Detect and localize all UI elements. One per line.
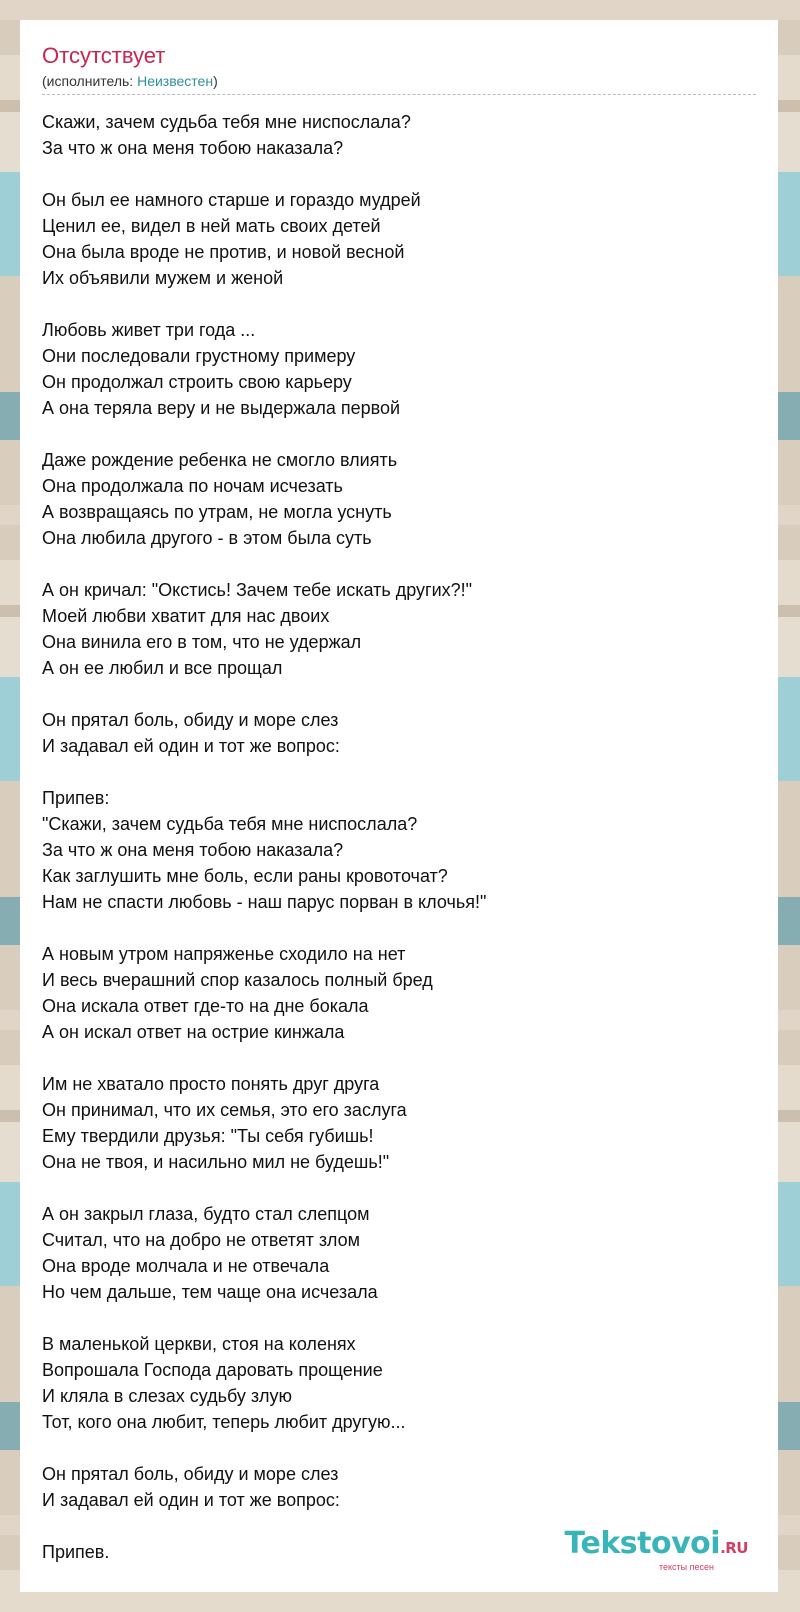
lyric-line: Но чем дальше, тем чаще она исчезала bbox=[42, 1282, 378, 1302]
lyric-line: Припев: bbox=[42, 788, 110, 808]
lyric-line: Он продолжал строить свою карьеру bbox=[42, 372, 352, 392]
lyric-line: И задавал ей один и тот же вопрос: bbox=[42, 736, 340, 756]
lyric-line: А он кричал: "Окстись! Зачем тебе искать других?!" bbox=[42, 580, 473, 600]
lyric-line: А он закрыл глаза, будто стал слепцом bbox=[42, 1204, 370, 1224]
stanza-break bbox=[42, 915, 756, 941]
lyric-line: Их объявили мужем и женой bbox=[42, 268, 284, 288]
lyric-line: Она продолжала по ночам исчезать bbox=[42, 476, 343, 496]
artist-suffix: ) bbox=[213, 73, 218, 89]
lyric-line: Ему твердили друзья: "Ты себя губишь! bbox=[42, 1126, 374, 1146]
lyric-line: Нам не спасти любовь - наш парус порван в клочья!" bbox=[42, 892, 487, 912]
logo-tld: .RU bbox=[720, 1539, 748, 1557]
divider bbox=[42, 94, 756, 95]
lyric-line: Вопрошала Господа даровать прощение bbox=[42, 1360, 383, 1380]
lyric-line: А возвращаясь по утрам, не могла уснуть bbox=[42, 502, 392, 522]
lyric-line: За что ж она меня тобою наказала? bbox=[42, 138, 344, 158]
lyric-line: Даже рождение ребенка не смогло влиять bbox=[42, 450, 398, 470]
lyric-line: А он искал ответ на острие кинжала bbox=[42, 1022, 345, 1042]
lyric-line: И кляла в слезах судьбу злую bbox=[42, 1386, 292, 1406]
artist-line bbox=[42, 72, 756, 90]
lyric-line: Припев. bbox=[42, 1542, 110, 1562]
stanza-break bbox=[42, 1045, 756, 1071]
lyric-line: Она вроде молчала и не отвечала bbox=[42, 1256, 330, 1276]
lyric-line: Они последовали грустному примеру bbox=[42, 346, 356, 366]
lyric-line: И задавал ей один и тот же вопрос: bbox=[42, 1490, 340, 1510]
site-logo[interactable] bbox=[565, 1528, 748, 1572]
lyric-line: Она была вроде не против, и новой весной bbox=[42, 242, 405, 262]
logo-name: Tekstovoi bbox=[564, 1526, 721, 1561]
lyrics-text bbox=[42, 109, 756, 1565]
lyric-line: Он принимал, что их семья, это его заслуга bbox=[42, 1100, 407, 1120]
lyric-line: Он был ее намного старше и гораздо мудрей bbox=[42, 190, 421, 210]
stanza-break bbox=[42, 1435, 756, 1461]
stanza-break bbox=[42, 1175, 756, 1201]
lyric-line: Любовь живет три года ... bbox=[42, 320, 256, 340]
lyric-line: Скажи, зачем судьба тебя мне ниспослала? bbox=[42, 112, 411, 132]
lyric-line: Он прятал боль, обиду и море слез bbox=[42, 1464, 339, 1484]
lyric-line: В маленькой церкви, стоя на коленях bbox=[42, 1334, 356, 1354]
lyric-line: Моей любви хватит для нас двоих bbox=[42, 606, 330, 626]
lyric-line: А она теряла веру и не выдержала первой bbox=[42, 398, 401, 418]
lyric-line: И весь вчерашний спор казалось полный бред bbox=[42, 970, 433, 990]
stanza-break bbox=[42, 161, 756, 187]
lyric-line: Тот, кого она любит, теперь любит другую... bbox=[42, 1412, 406, 1432]
stanza-break bbox=[42, 1305, 756, 1331]
lyric-line: Она винила его в том, что не удержал bbox=[42, 632, 362, 652]
lyric-line: Она любила другого - в этом была суть bbox=[42, 528, 372, 548]
lyric-line: А новым утром напряженье сходило на нет bbox=[42, 944, 406, 964]
artist-link[interactable]: Неизвестен bbox=[137, 73, 214, 89]
stanza-break bbox=[42, 551, 756, 577]
lyric-line: За что ж она меня тобою наказала? bbox=[42, 840, 344, 860]
lyric-line: Им не хватало просто понять друг друга bbox=[42, 1074, 380, 1094]
lyric-line: "Скажи, зачем судьба тебя мне ниспослала? bbox=[42, 814, 418, 834]
stanza-break bbox=[42, 421, 756, 447]
stanza-break bbox=[42, 681, 756, 707]
lyric-line: Она не твоя, и насильно мил не будешь!" bbox=[42, 1152, 390, 1172]
stanza-break bbox=[42, 291, 756, 317]
lyric-line: Ценил ее, видел в ней мать своих детей bbox=[42, 216, 381, 236]
logo-tagline: тексты песен bbox=[658, 1562, 714, 1572]
lyrics-card bbox=[20, 20, 778, 1592]
lyric-line: Он прятал боль, обиду и море слез bbox=[42, 710, 339, 730]
lyric-line: Как заглушить мне боль, если раны кровоточат? bbox=[42, 866, 448, 886]
lyric-line: Она искала ответ где-то на дне бокала bbox=[42, 996, 369, 1016]
song-title: Отсутствует bbox=[42, 43, 166, 68]
lyric-line: А он ее любил и все прощал bbox=[42, 658, 283, 678]
stanza-break bbox=[42, 759, 756, 785]
lyric-line: Считал, что на добро не ответят злом bbox=[42, 1230, 360, 1250]
artist-prefix: (исполнитель: bbox=[42, 73, 138, 89]
